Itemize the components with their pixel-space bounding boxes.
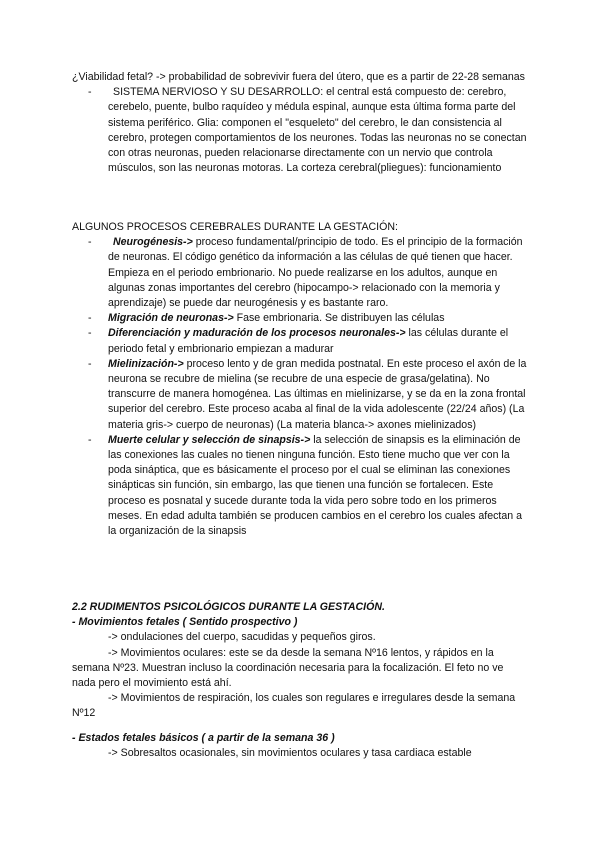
list-dash: - (88, 312, 92, 325)
list-item-cell-death (72, 433, 528, 539)
term-label: Diferenciación y maduración de los procesos neuronales-> (108, 327, 406, 340)
list-item-myelination (72, 357, 528, 433)
term-description: proceso fundamental/principio de todo. Es el principio de la formación de neuronas. El código genético da información a las células de qué tienen que hacer. Empieza en el periodo embrionario. No puede realizarse en los adultos, aunque en algunas zonas importantes del cerebro (hipocampo-> relacionado con la memoria y aprendizaje) se puede dar neurogénesis y es bastante raro. (108, 236, 523, 310)
fetal-states-line: -> Sobresaltos ocasionales, sin movimientos oculares y tasa cardiaca estable (108, 747, 472, 760)
term-description: las células durante el periodo fetal y embrionario empiezan a madurar (108, 327, 509, 355)
intro-list (72, 85, 528, 176)
list-item-migration (72, 311, 528, 326)
intro-section (72, 70, 528, 176)
section-title: 2.2 RUDIMENTOS PSICOLÓGICOS DURANTE LA GESTACIÓN. (72, 601, 385, 613)
term-label: Migración de neuronas-> (108, 312, 234, 325)
processes-list (72, 235, 528, 539)
fetal-states-section (72, 731, 528, 761)
list-dash: - (88, 433, 92, 446)
list-item-neurogenesis (72, 235, 528, 311)
processes-title: ALGUNOS PROCESOS CEREBRALES DURANTE LA GESTACIÓN: (72, 221, 398, 233)
list-item-differentiation (72, 326, 528, 356)
list-dash: - (88, 236, 92, 249)
term-label: Mielinización-> (108, 357, 184, 370)
fetal-movements-line: -> Movimientos de respiración, los cuales son regulares e irregulares desde la semana Nº12 (72, 692, 516, 720)
list-dash: - (88, 86, 92, 99)
term-description: proceso lento y de gran medida postnatal. En este proceso el axón de la neurona se recubre de mielina (se recubre de una especie de grasa/gelatina). No transcurre de manera homogénea. Las últimas en mielinizarse, y se da en la zona frontal superior del cerebro. Este proceso acaba al final de la vida adolescente (22/24 años) (La materia gris-> cuerpo de neuronas) (La materia blanca-> axones mielinizados) (108, 357, 527, 431)
fetal-movements-line: -> ondulaciones del cuerpo, sacudidas y pequeños giros. (108, 631, 376, 644)
list-item (72, 85, 528, 176)
fetal-states-heading: - Estados fetales básicos ( a partir de la semana 36 ) (72, 732, 335, 744)
term-description: la selección de sinapsis es la eliminación de las conexiones las cuales no tienen ninguna función. Esto tiene mucho que ver con la poda sináptica, que es básicamente el proceso por el cual se eliminan las conexiones sinápticas sin función, sin embargo, las que tienen una función se fortalecen. Este proceso es posnatal y sucede durante toda la vida pero sobre todo en los primeros meses. En edad adulta también se producen cambios en el cerebro los cuales afectan a la organización de la sinapsis (108, 433, 522, 538)
list-dash: - (88, 327, 92, 340)
term-label: Muerte celular y selección de sinapsis-> (108, 433, 311, 446)
processes-section (72, 220, 528, 539)
fetal-movements-heading: - Movimientos fetales ( Sentido prospectivo ) (72, 616, 298, 629)
term-description: Fase embrionaria. Se distribuyen las células (233, 312, 445, 325)
fetal-movements-line: -> Movimientos oculares: este se da desde la semana Nº16 lentos, y rápidos en la semana Nº23. Muestran incluso la coordinación necesaria para la focalización. El feto no ve nada pero el movimiento está ahí. (72, 646, 504, 690)
nervous-system-text: SISTEMA NERVIOSO Y SU DESARROLLO: el central está compuesto de: cerebro, cerebelo, puente, bulbo raquídeo y médula espinal, aunque esta última forma parte del sistema periférico. Glia: componen el "esqueleto" del cerebro, le dan consistencia al cerebro, protegen comportamientos de los neurones. Todas las neuronas no se conectan con otras neuronas, pueden relacionarse directamente con un nervio que controla músculos, son las neuronas motoras. La corteza cerebral(pliegues): funcionamiento (108, 86, 527, 175)
term-label: Neurogénesis-> (113, 236, 193, 249)
section-2-2 (72, 600, 528, 722)
list-dash: - (88, 357, 92, 370)
viability-paragraph: ¿Viabilidad fetal? -> probabilidad de sobrevivir fuera del útero, que es a partir de 22-28 semanas (72, 71, 525, 83)
